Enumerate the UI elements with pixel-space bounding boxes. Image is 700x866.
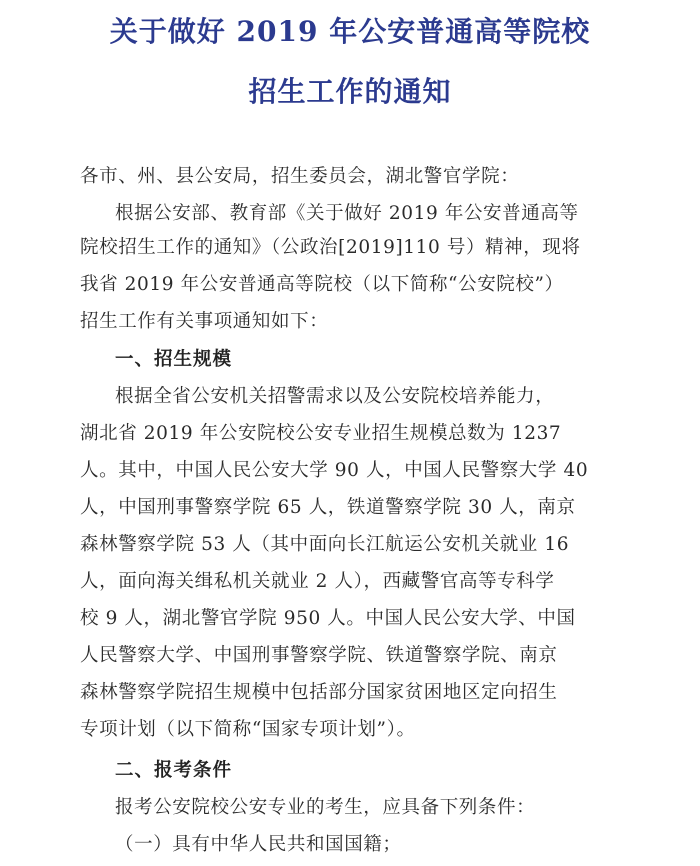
- section-heading-1: 一、招生规模: [115, 349, 233, 370]
- intro-line: 招生工作有关事项通知如下：: [80, 311, 329, 332]
- section1-line: 人。其中，中国人民公安大学 90 人，中国人民警察大学 40: [80, 460, 589, 481]
- intro-line: 根据公安部、教育部《关于做好 2019 年公安普通高等: [115, 203, 579, 224]
- document-title-line-2: 招生工作的通知: [248, 75, 452, 108]
- section1-line: 校 9 人，湖北警官学院 950 人。中国人民公安大学、中国: [80, 608, 576, 629]
- section1-line: 森林警察学院 53 人（其中面向长江航运公安机关就业 16: [80, 534, 570, 555]
- document-title-line-1: 关于做好 2019 年公安普通高等院校: [109, 15, 591, 48]
- section1-line: 森林警察学院招生规模中包括部分国家贫困地区定向招生: [80, 682, 558, 703]
- section2-line: 报考公安院校公安专业的考生，应具备下列条件：: [115, 797, 536, 818]
- salutation: 各市、州、县公安局，招生委员会，湖北警官学院：: [80, 166, 520, 187]
- section1-line: 湖北省 2019 年公安院校公安专业招生规模总数为 1237: [80, 423, 562, 444]
- section-heading-2: 二、报考条件: [115, 760, 233, 781]
- section1-line: 人，面向海关缉私机关就业 2 人），西藏警官高等专科学: [80, 571, 555, 592]
- section1-line: 专项计划（以下简称“国家专项计划”）。: [80, 719, 416, 740]
- section1-line: 根据全省公安机关招警需求以及公安院校培养能力，: [115, 386, 555, 407]
- section1-line: 人民警察大学、中国刑事警察学院、铁道警察学院、南京: [80, 645, 558, 666]
- section2-line: （一）具有中华人民共和国国籍；: [115, 834, 402, 855]
- intro-line: 院校招生工作的通知》（公政治[2019]110 号）精神，现将: [80, 237, 581, 258]
- intro-line: 我省 2019 年公安普通高等院校（以下简称“公安院校”）: [80, 274, 564, 295]
- section1-line: 人，中国刑事警察学院 65 人，铁道警察学院 30 人，南京: [80, 497, 576, 518]
